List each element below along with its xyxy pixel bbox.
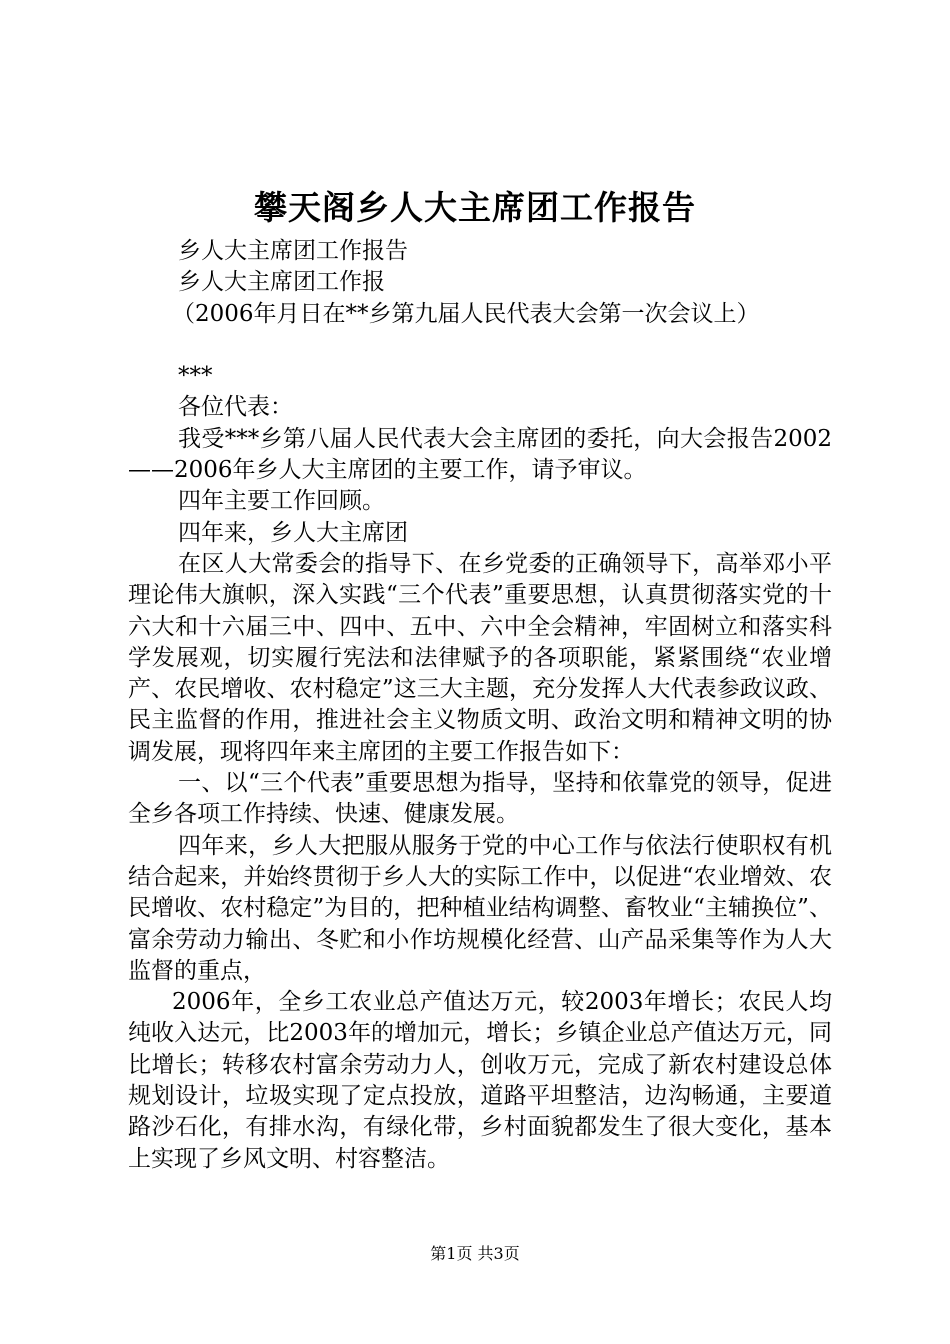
document-body: [128, 236, 832, 1175]
review-lead: 四年来，乡人大主席团: [178, 519, 408, 546]
paragraph-supervision: 四年来，乡人大把服从服务于党的中心工作与依法行使职权有机结合起来，并始终贯彻于乡人大的实际工作中，以促进“农业增效、农民增收、农村稳定”为目的，把种植业结构调整、畜牧业“主辅换位”、富余劳动力输出、冬贮和小作坊规模化经营、山产品采集等作为人大监督的重点，: [128, 832, 832, 984]
subtitle-line-2: 乡人大主席团工作报: [178, 269, 385, 296]
meeting-note: （2006年月日在**乡第九届人民代表大会第一次会议上）: [172, 300, 760, 327]
document-title: 攀天阁乡人大主席团工作报告: [254, 188, 696, 227]
spacer: [128, 330, 832, 361]
subtitle-line-1: 乡人大主席团工作报告: [178, 238, 408, 264]
intro-paragraph: 我受***乡第八届人民代表大会主席团的委托，向大会报告2002——2006年乡人大主席团的主要工作，请予审议。: [128, 425, 832, 484]
section-heading-1: 一、以“三个代表”重要思想为指导，坚持和依靠党的领导，促进全乡各项工作持续、快速、健康发展。: [128, 770, 832, 828]
salutation: 各位代表：: [178, 394, 293, 421]
paragraph-2006-results: 2006年，全乡工农业总产值达万元，较2003年增长；农民人均纯收入达元，比2003年的增加元，增长；乡镇企业总产值达万元，同比增长；转移农村富余劳动力人，创收万元，完成了新农村建设总体规划设计，垃圾实现了定点投放，道路平坦整洁，边沟畅通，主要道路沙石化，有排水沟，有绿化带，乡村面貌都发生了很大变化，基本上实现了乡风文明、村容整洁。: [128, 989, 832, 1172]
review-heading: 四年主要工作回顾。: [178, 488, 385, 515]
paragraph-guidance: 在区人大常委会的指导下、在乡党委的正确领导下，高举邓小平理论伟大旗帜，深入实践“三个代表”重要思想，认真贯彻落实党的十六大和十六届三中、四中、五中、六中全会精神，牢固树立和落实科学发展观，切实履行宪法和法律赋予的各项职能，紧紧围绕“农业增产、农民增收、农村稳定”这三大主题，充分发挥人大代表参政议政、民主监督的作用，推进社会主义物质文明、政治文明和精神文明的协调发展，现将四年来主席团的主要工作报告如下：: [128, 550, 832, 765]
page-number-footer: 第1页 共3页: [430, 1244, 520, 1263]
author-line: ***: [178, 363, 213, 390]
